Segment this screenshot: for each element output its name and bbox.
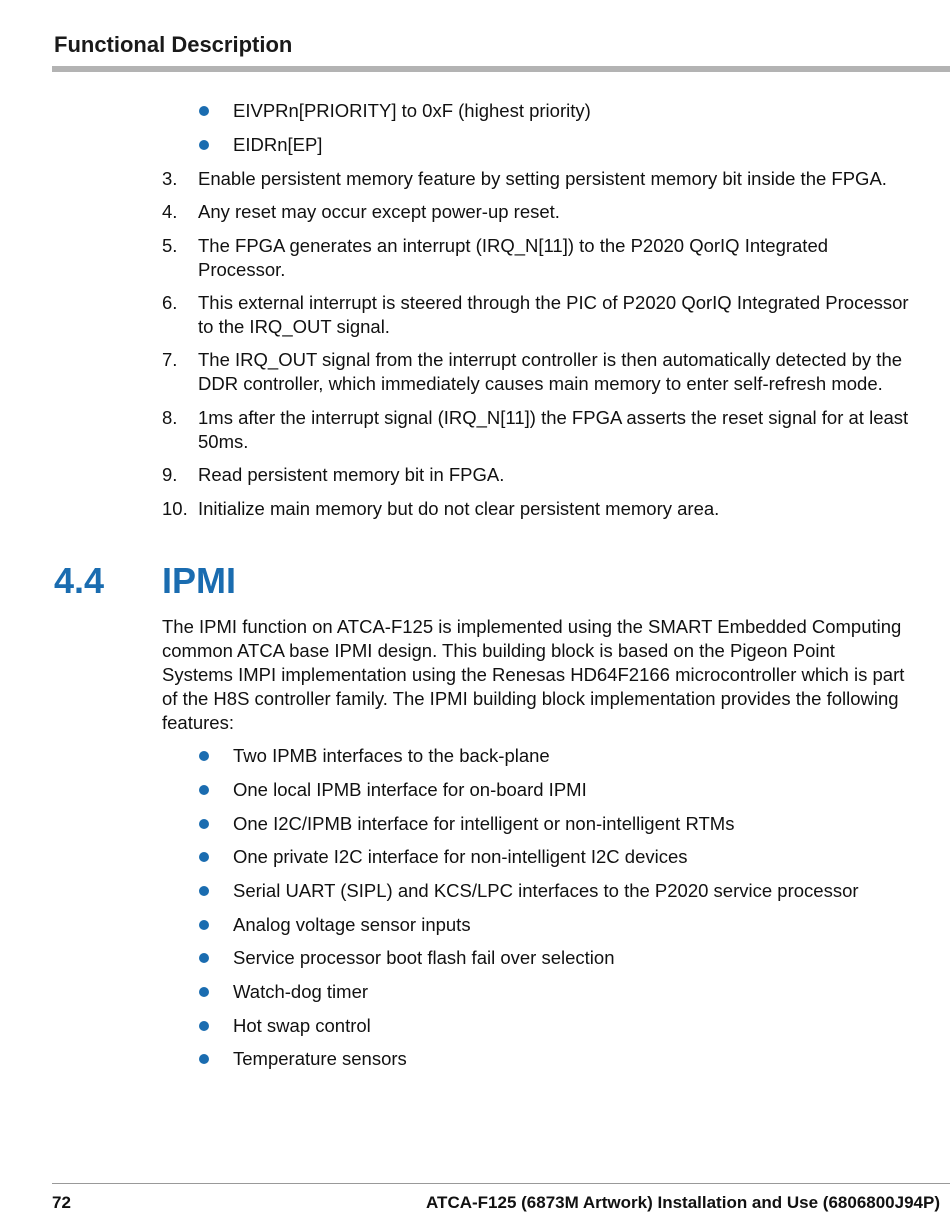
step-number: 10. (162, 498, 188, 519)
bullet-icon (199, 751, 209, 761)
bullet-text: EIVPRn[PRIORITY] to 0xF (highest priority) (233, 100, 591, 121)
bullet-icon (199, 852, 209, 862)
feature-text: Hot swap control (233, 1015, 371, 1036)
step-line: Enable persistent memory feature by setting persistent memory bit inside the FPGA. (198, 168, 887, 189)
step-line: This external interrupt is steered through the PIC of P2020 QorIQ Integrated Processor (198, 292, 909, 313)
step-line: Initialize main memory but do not clear persistent memory area. (198, 498, 720, 519)
step-line: The IRQ_OUT signal from the interrupt controller is then automatically detected by the (198, 349, 903, 370)
bullet-icon (199, 1021, 209, 1031)
section-intro (162, 615, 948, 735)
bullet-icon (199, 785, 209, 795)
header-rule (52, 66, 950, 72)
step-line: 1ms after the interrupt signal (IRQ_N[11]) the FPGA asserts the reset signal for at least (198, 407, 909, 428)
section-title: IPMI (162, 560, 237, 601)
feature-text: Analog voltage sensor inputs (233, 914, 471, 935)
footer-rule (52, 1183, 950, 1184)
feature-text: Serial UART (SIPL) and KCS/LPC interfaces to the P2020 service processor (233, 880, 859, 901)
feature-text: Temperature sensors (233, 1048, 407, 1069)
document-title: ATCA-F125 (6873M Artwork) Installation and Use (6806800J94P) (426, 1193, 940, 1212)
section-number: 4.4 (54, 560, 105, 601)
intro-line: The IPMI function on ATCA-F125 is implemented using the SMART Embedded Computing (162, 616, 902, 637)
feature-text: Watch-dog timer (233, 981, 369, 1002)
step-line: Processor. (198, 259, 286, 280)
bullet-icon (199, 819, 209, 829)
step-line: The FPGA generates an interrupt (IRQ_N[11]) to the P2020 QorIQ Integrated (198, 235, 829, 256)
feature-text: Service processor boot flash fail over selection (233, 947, 615, 968)
step-line: Read persistent memory bit in FPGA. (198, 464, 505, 485)
step-number: 3. (162, 168, 178, 189)
bullet-icon (199, 987, 209, 997)
step-number: 4. (162, 201, 178, 222)
step-number: 7. (162, 349, 178, 370)
step-number: 6. (162, 292, 178, 313)
intro-line: of the H8S controller family. The IPMI building block implementation provides the following (162, 688, 899, 709)
step-line: to the IRQ_OUT signal. (198, 316, 390, 337)
feature-text: One private I2C interface for non-intelligent I2C devices (233, 846, 688, 867)
step-line: 50ms. (198, 431, 249, 452)
bullet-icon (199, 140, 209, 150)
step-number: 9. (162, 464, 178, 485)
feature-text: One I2C/IPMB interface for intelligent or non-intelligent RTMs (233, 813, 735, 834)
intro-line: Systems IMPI implementation using the Renesas HD64F2166 microcontroller which is part (162, 664, 905, 685)
bullet-icon (199, 886, 209, 896)
page-number: 72 (52, 1193, 71, 1212)
step-line: Any reset may occur except power-up reset. (198, 201, 560, 222)
bullet-icon (199, 953, 209, 963)
intro-line: features: (162, 712, 234, 733)
bullet-icon (199, 920, 209, 930)
step-number: 8. (162, 407, 178, 428)
bullet-icon (199, 1054, 209, 1064)
feature-text: Two IPMB interfaces to the back-plane (233, 745, 550, 766)
header-title: Functional Description (54, 32, 293, 57)
feature-text: One local IPMB interface for on-board IPMI (233, 779, 587, 800)
bullet-text: EIDRn[EP] (233, 134, 323, 155)
step-line: DDR controller, which immediately causes main memory to enter self-refresh mode. (198, 373, 883, 394)
bullet-icon (199, 106, 209, 116)
intro-line: common ATCA base IPMI design. This building block is based on the Pigeon Point (162, 640, 835, 661)
step-number: 5. (162, 235, 178, 256)
